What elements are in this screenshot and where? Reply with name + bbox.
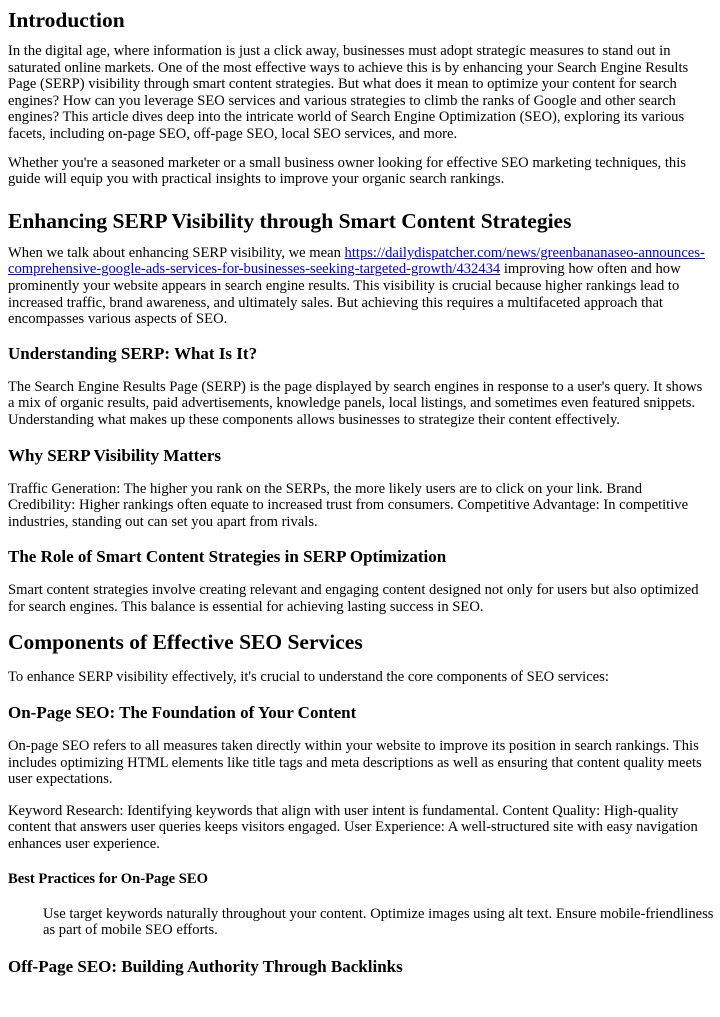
serp-text-after-link: improving how often and how prominently your website appears in search engine results. This visibility is crucial because higher rankings lead to increased traffic, brand awareness, and ultimately sales. But achieving this requires a multifaceted approach that encompasses various aspects of SEO. bbox=[8, 261, 681, 328]
role-paragraph: Smart content strategies involve creating relevant and engaging content designed not only for users but also optimized for search engines. This balance is essential for achieving lasting success in SEO. bbox=[8, 582, 699, 615]
why-heading: Why SERP Visibility Matters bbox=[8, 445, 221, 465]
role-heading: The Role of Smart Content Strategies in SERP Optimization bbox=[8, 547, 447, 567]
understanding-paragraph: The Search Engine Results Page (SERP) is the page displayed by search engines in response to a user's query. It shows a mix of organic results, paid advertisements, knowledge panels, local listings, and sometimes even featured snippets. Understanding what makes up these components allows businesses to strategize their content effectively. bbox=[8, 378, 703, 428]
article-link[interactable]: https://dailydispatcher.com/news/greenbananaseo-announces-comprehensive-google-ads-services-for-businesses-seeking-targeted-growth/432434 bbox=[8, 244, 705, 278]
intro-paragraph-1: In the digital age, where information is just a click away, businesses must adopt strategic measures to stand out in saturated online markets. One of the most effective ways to achieve this is by enhancing your Search Engine Results Page (SERP) visibility through smart content strategies. But what does it mean to optimize your content for search engines? How can you leverage SEO services and various strategies to climb the ranks of Google and other search engines? This article dives deep into the intricate world of Search Engine Optimization (SEO), exploring its various facets, including on-page SEO, off-page SEO, local SEO services, and more. bbox=[8, 43, 689, 142]
serp-text-before-link: When we talk about enhancing SERP visibility, we mean bbox=[8, 244, 345, 261]
serp-section-paragraph bbox=[8, 245, 712, 328]
intro-heading: Introduction bbox=[8, 8, 125, 32]
serp-section-heading: Enhancing SERP Visibility through Smart Content Strategies bbox=[8, 208, 572, 233]
components-heading: Components of Effective SEO Services bbox=[8, 630, 363, 655]
intro-paragraph-2: Whether you're a seasoned marketer or a small business owner looking for effective SEO marketing techniques, this guide will equip you with practical insights to improve your organic search rankings. bbox=[8, 154, 686, 188]
onpage-paragraph-2: Keyword Research: Identifying keywords that align with user intent is fundamental. Content Quality: High-quality content that answers user queries keeps visitors engaged. User Experience: A well-structured site with easy navigation enhances user experience. bbox=[8, 802, 698, 853]
onpage-heading: On-Page SEO: The Foundation of Your Content bbox=[8, 703, 357, 723]
onpage-paragraph-1: On-page SEO refers to all measures taken directly within your website to improve its position in search rankings. This includes optimizing HTML elements like title tags and meta descriptions as well as ensuring that content quality meets user expectations. bbox=[8, 738, 702, 788]
understanding-heading: Understanding SERP: What Is It? bbox=[8, 343, 258, 363]
components-paragraph: To enhance SERP visibility effectively, it's crucial to understand the core components of SEO services: bbox=[8, 669, 609, 686]
offpage-heading: Off-Page SEO: Building Authority Through Backlinks bbox=[8, 956, 403, 976]
why-paragraph: Traffic Generation: The higher you rank on the SERPs, the more likely users are to click on your link. Brand Credibility: Higher rankings often equate to increased trust from consumers. Competitive Advantage: In competitive industries, standing out can set you apart from rivals. bbox=[8, 480, 689, 530]
best-practices-quote: Use target keywords naturally throughout your content. Optimize images using alt text. Ensure mobile-friendliness as part of mobile SEO efforts. bbox=[43, 905, 714, 939]
best-practices-heading: Best Practices for On-Page SEO bbox=[8, 870, 208, 887]
